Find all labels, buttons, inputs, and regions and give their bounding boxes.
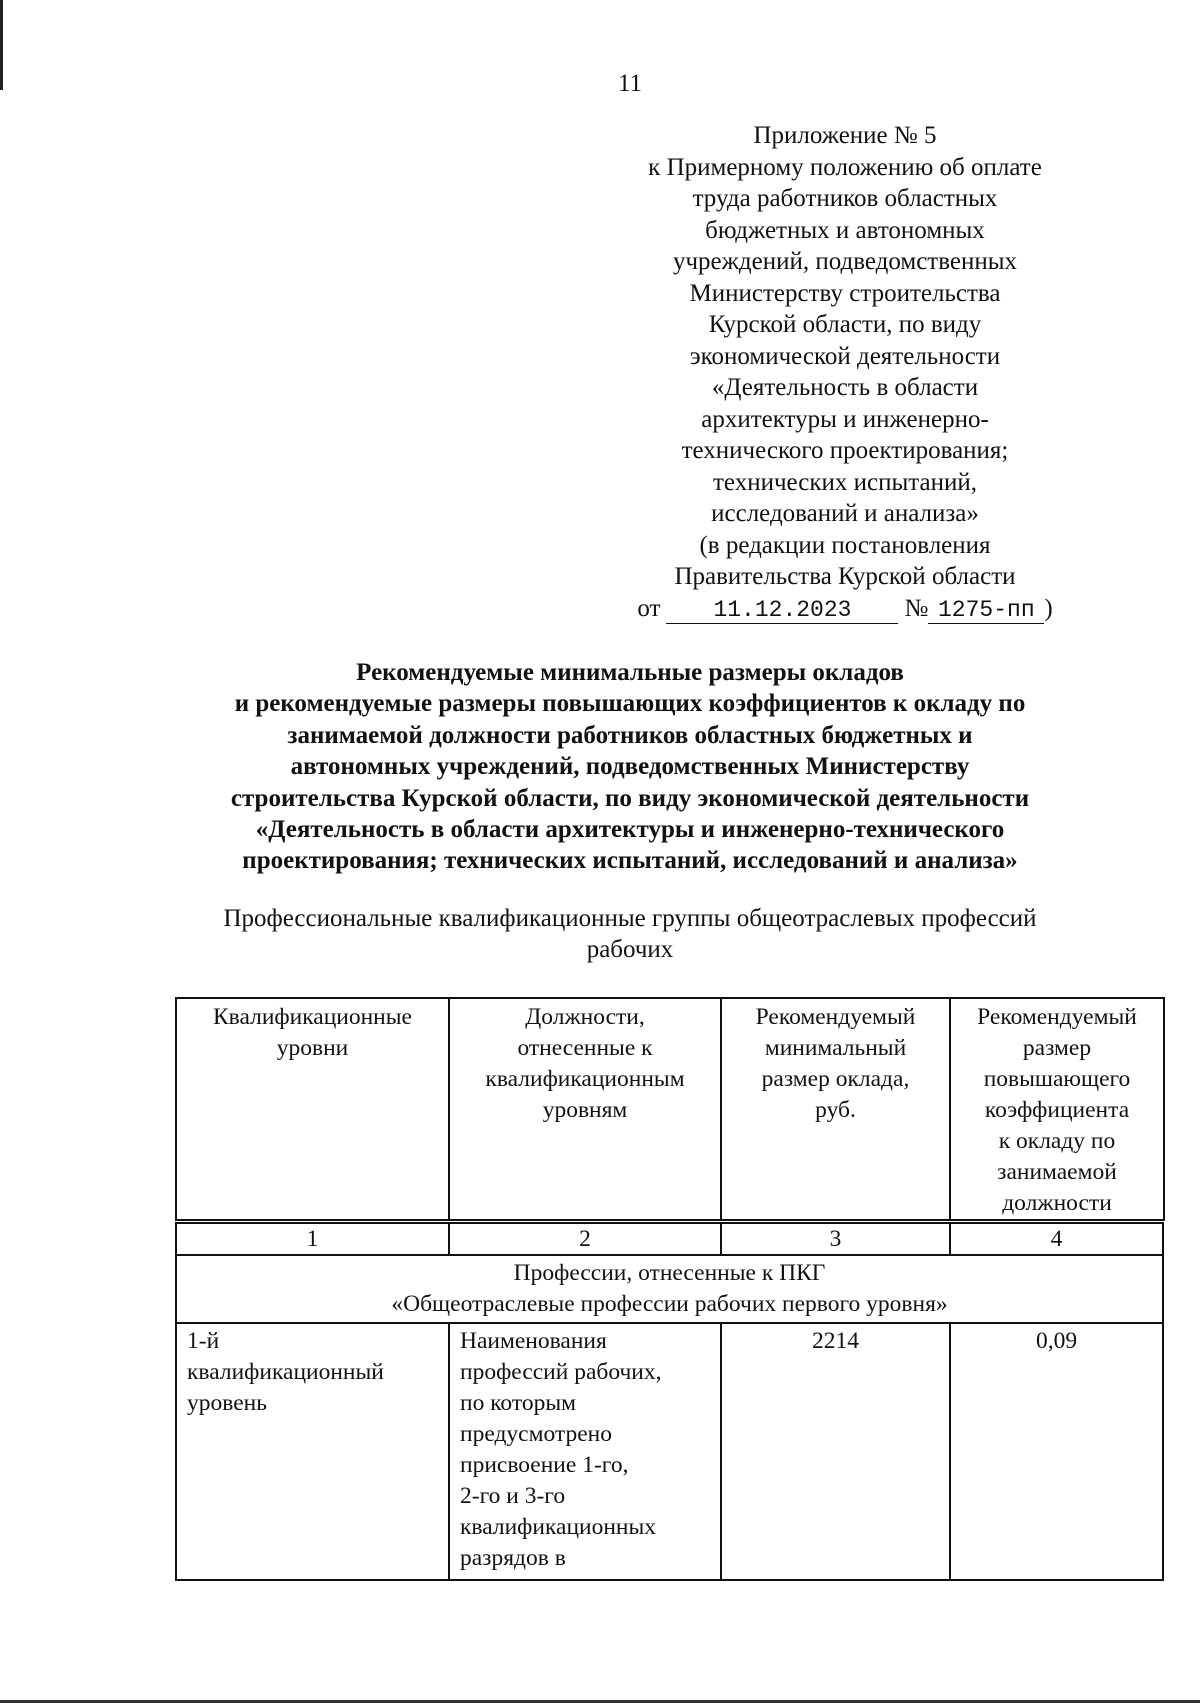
header-text: повышающего (983, 1066, 1131, 1092)
cell-text: разрядов в (460, 1545, 566, 1571)
header-text: минимальный (764, 1035, 907, 1061)
appendix-line: исследований и анализа» (711, 500, 979, 527)
column-number: 4 (950, 1223, 1163, 1255)
cell-text: по которым (460, 1390, 576, 1416)
column-number-row (176, 1223, 1163, 1255)
appendix-line: Приложение № 5 (753, 122, 937, 149)
decree-date-line (600, 593, 1090, 625)
header-text: размер оклада, (761, 1066, 910, 1092)
page-edge-mark (0, 0, 3, 90)
title-line: занимаемой должности работников областных бюджетных и (287, 721, 973, 749)
header-text: квалификационным (485, 1066, 685, 1092)
header-text: коэффициента (984, 1097, 1130, 1123)
caption-line: Профессиональные квалификационные группы общеотраслевых профессий (223, 905, 1037, 932)
page-bottom-edge (0, 1700, 1200, 1703)
header-text: Должности, (525, 1004, 645, 1030)
header-text: размер (1022, 1035, 1092, 1061)
header-text: руб. (815, 1097, 856, 1123)
appendix-line: архитектуры и инженерно- (701, 405, 989, 433)
appendix-line: Министерству строительства (689, 279, 1001, 307)
decree-date: 11.12.2023 (666, 597, 898, 624)
header-text: Рекомендуемый (977, 1004, 1137, 1030)
closing-paren: ) (1044, 594, 1053, 622)
header-text: отнесенные к (517, 1035, 653, 1061)
cell-text: 1-й (187, 1328, 220, 1354)
appendix-line: труда работников областных (692, 185, 998, 212)
appendix-line: бюджетных и автономных (705, 216, 985, 244)
column-number: 3 (721, 1223, 950, 1255)
salary-table (175, 1222, 1164, 1581)
header-text: Квалификационные (213, 1004, 412, 1030)
appendix-line: технического проектирования; (681, 437, 1009, 464)
from-label: от (637, 594, 661, 622)
title-line: автономных учреждений, подведомственных Министерству (290, 753, 970, 781)
header-cell-level (176, 998, 449, 1220)
salary-cell: 2214 (721, 1323, 950, 1580)
page-number: 11 (617, 70, 643, 97)
document-title (150, 657, 1110, 877)
appendix-line: к Примерному положению об оплате (648, 153, 1042, 181)
header-text: к окладу по (998, 1128, 1116, 1154)
cell-text: предусмотрено (460, 1421, 612, 1447)
appendix-line: (в редакции постановления (699, 531, 991, 559)
cell-text: квалификационных (460, 1514, 657, 1540)
header-text: уровни (276, 1035, 349, 1061)
appendix-line: Курской области, по виду (708, 311, 982, 338)
cell-text: уровень (187, 1390, 267, 1416)
appendix-line: учреждений, подведомственных (672, 248, 1018, 275)
table-header (175, 997, 1165, 1221)
appendix-line: экономической деятельности (689, 342, 1001, 370)
title-line: строительства Курской области, по виду экономической деятельности (230, 784, 1030, 812)
title-line: и рекомендуемые размеры повышающих коэффициентов к окладу по (234, 690, 1026, 718)
header-cell-coefficient (950, 998, 1164, 1220)
number-label: № (904, 594, 929, 622)
appendix-block (600, 120, 1090, 624)
caption-line: рабочих (586, 936, 674, 963)
column-number: 2 (449, 1223, 721, 1255)
title-line: Рекомендуемые минимальные размеры окладов (356, 659, 904, 686)
table-row (176, 1323, 1163, 1580)
group-heading-line: «Общеотраслевые профессии рабочих первого уровня» (391, 1291, 948, 1317)
header-cell-salary (721, 998, 950, 1220)
cell-text: профессий рабочих, (460, 1359, 662, 1385)
appendix-line: «Деятельность в области (711, 374, 979, 401)
positions-cell (449, 1323, 721, 1580)
level-cell (176, 1323, 449, 1580)
column-number: 1 (176, 1223, 449, 1255)
title-line: проектирования; технических испытаний, исследований и анализа» (242, 847, 1018, 875)
section-caption (150, 903, 1110, 965)
header-cell-positions (449, 998, 721, 1220)
header-text: уровням (542, 1097, 628, 1123)
appendix-line: технических испытаний, (713, 468, 977, 496)
cell-text: квалификационный (187, 1359, 384, 1385)
cell-text: 2-го и 3-го (460, 1483, 566, 1509)
decree-number: 1275-пп (928, 597, 1044, 624)
title-line: «Деятельность в области архитектуры и инженерно-технического (255, 816, 1005, 844)
group-heading (176, 1255, 1163, 1323)
header-text: Рекомендуемый (755, 1004, 916, 1030)
header-text: занимаемой (997, 1159, 1117, 1185)
cell-text: Наименования (460, 1328, 607, 1354)
group-heading-line: Профессии, отнесенные к ПКГ (513, 1260, 826, 1286)
group-heading-row (176, 1255, 1163, 1323)
header-text: должности (1002, 1190, 1112, 1216)
cell-text: присвоение 1-го, (460, 1452, 629, 1478)
appendix-line: Правительства Курской области (674, 563, 1016, 590)
coefficient-cell: 0,09 (950, 1323, 1163, 1580)
